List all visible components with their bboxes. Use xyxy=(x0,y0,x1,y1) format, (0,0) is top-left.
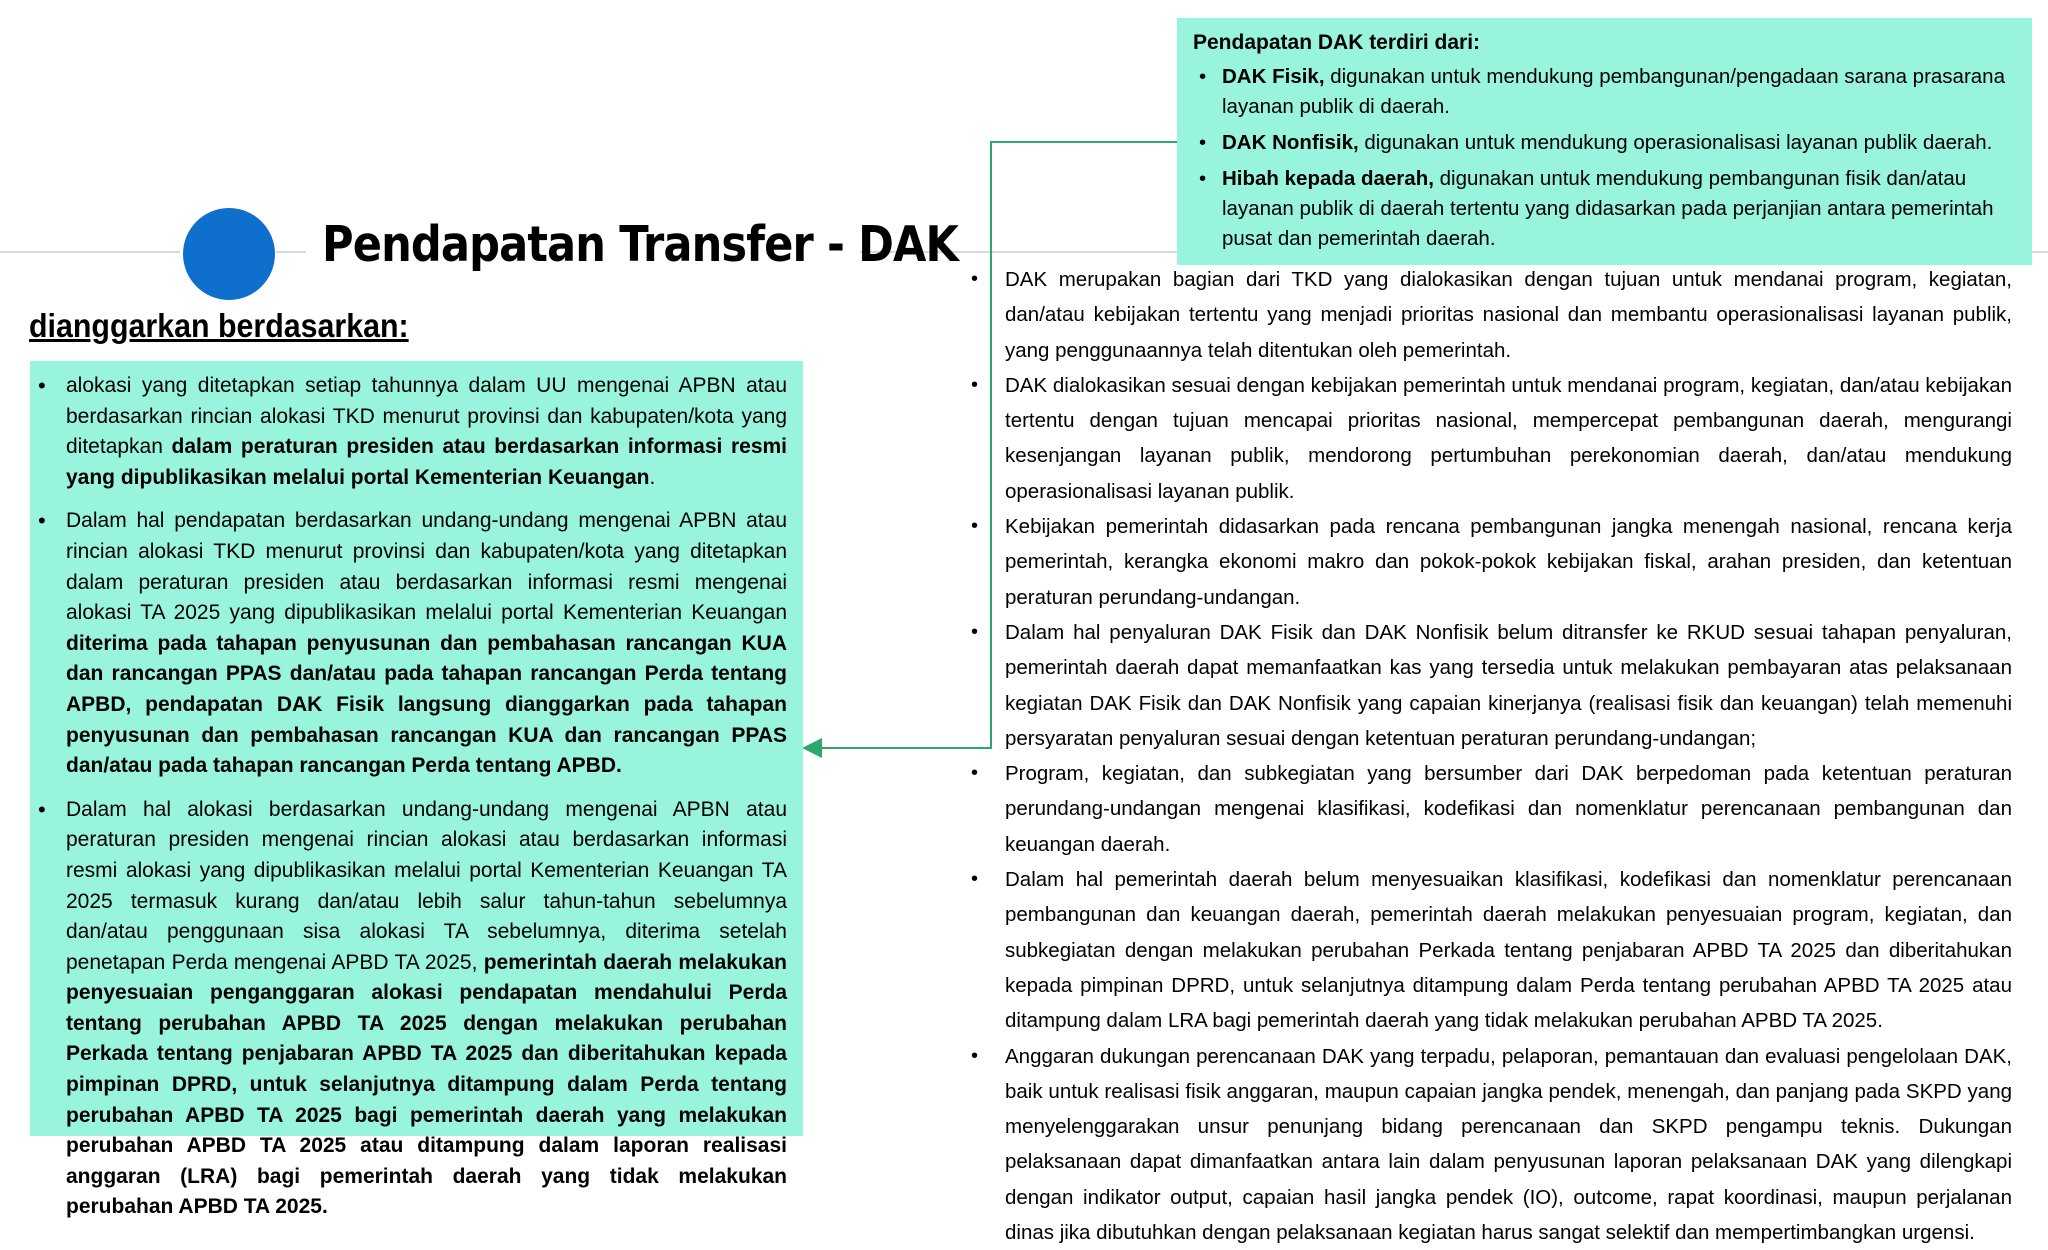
list-item: • alokasi yang ditetapkan setiap tahunnya dalam UU mengenai APBN atau berdasarkan rincian alokasi TKD menurut provinsi dan kabupaten/kota yang ditetapkan dalam peraturan presiden atau berdasarkan informasi resmi yang dipublikasikan melalui portal Kementerian Keuangan. xyxy=(38,371,787,493)
list-item: • Dalam hal pemerintah daerah belum menyesuaikan klasifikasi, kodefikasi dan nomenklatur perencanaan pembangunan dan keuangan daerah, pemerintah daerah melakukan penyesuaian program, kegiatan, dan subkegiatan dengan melakukan perubahan Perkada tentang penjabaran APBD TA 2025 dan diberitahukan kepada pimpinan DPRD, untuk selanjutnya ditampung dalam Perda tentang perubahan APBD TA 2025 atau ditampung dalam LRA bagi pemerintah daerah yang tidak melakukan perubahan APBD TA 2025. xyxy=(965,862,2012,1038)
page-title: Pendapatan Transfer - DAK xyxy=(322,216,959,273)
list-item: • Dalam hal alokasi berdasarkan undang-undang mengenai APBN atau peraturan presiden mengenai rincian alokasi atau berdasarkan informasi resmi alokasi yang dipublikasikan melalui portal Kementerian Keuangan TA 2025 termasuk kurang dan/atau lebih salur tahun-tahun sebelumnya dan/atau penggunaan sisa alokasi TA sebelumnya, diterima setelah penetapan Perda mengenai APBD TA 2025, pemerintah daerah melakukan penyesuaian penganggaran alokasi pendapatan mendahului Perda tentang perubahan APBD TA 2025 dengan melakukan perubahan Perkada tentang penjabaran APBD TA 2025 dan diberitahukan kepada pimpinan DPRD, untuk selanjutnya ditampung dalam Perda tentang perubahan APBD TA 2025 bagi pemerintah daerah yang melakukan perubahan APBD TA 2025 atau ditampung dalam laporan realisasi anggaran (LRA) bagi pemerintah daerah yang tidak melakukan perubahan APBD TA 2025. xyxy=(38,795,787,1223)
dak-types-panel xyxy=(1177,18,2032,265)
list-item: • DAK dialokasikan sesuai dengan kebijakan pemerintah untuk mendanai program, kegiatan, dan/atau kebijakan tertentu dengan tujuan mencapai prioritas nasional, mempercepat pembangunan daerah, mengurangi kesenjangan layanan publik, mendorong pertumbuhan perekonomian daerah, dan/atau mendukung operasionalisasi layanan publik. xyxy=(965,368,2012,509)
budget-basis-list xyxy=(38,371,787,1223)
list-item: • Dalam hal pendapatan berdasarkan undang-undang mengenai APBN atau rincian alokasi TKD menurut provinsi dan kabupaten/kota yang ditetapkan dalam peraturan presiden atau berdasarkan informasi resmi mengenai alokasi TA 2025 yang dipublikasikan melalui portal Kementerian Keuangan diterima pada tahapan penyusunan dan pembahasan rancangan KUA dan rancangan PPAS dan/atau pada tahapan rancangan Perda tentang APBD, pendapatan DAK Fisik langsung dianggarkan pada tahapan penyusunan dan pembahasan rancangan KUA dan rancangan PPAS dan/atau pada tahapan rancangan Perda tentang APBD. xyxy=(38,506,787,781)
list-item: • DAK Nonfisik, digunakan untuk mendukung operasionalisasi layanan publik daerah. xyxy=(1193,128,2018,158)
list-item: • Program, kegiatan, dan subkegiatan yang bersumber dari DAK berpedoman pada ketentuan peraturan perundang-undangan mengenai klasifikasi, kodefikasi dan nomenklatur perencanaan pembangunan dan keuangan daerah. xyxy=(965,756,2012,862)
budget-basis-panel xyxy=(30,361,803,1219)
dak-types-heading: Pendapatan DAK terdiri dari: xyxy=(1193,31,1481,54)
dak-types-list xyxy=(1193,62,2018,254)
list-item: • Kebijakan pemerintah didasarkan pada rencana pembangunan jangka menengah nasional, rencana kerja pemerintah, kerangka ekonomi makro dan pokok-pokok kebijakan fiskal, arahan presiden, dan ketentuan peraturan perundang-undangan. xyxy=(965,509,2012,615)
list-item: • Dalam hal penyaluran DAK Fisik dan DAK Nonfisik belum ditransfer ke RKUD sesuai tahapan penyaluran, pemerintah daerah dapat memanfaatkan kas yang tersedia untuk melakukan pembayaran atas pelaksanaan kegiatan DAK Fisik dan DAK Nonfisik yang capaian kinerjanya (realisasi fisik dan keuangan) telah memenuhi persyaratan penyaluran sesuai dengan ketentuan peraturan perundang-undangan; xyxy=(965,615,2012,756)
list-item: • Anggaran dukungan perencanaan DAK yang terpadu, pelaporan, pemantauan dan evaluasi pengelolaan DAK, baik untuk realisasi fisik anggaran, maupun capaian jangka pendek, menengah, dan panjang pada SKPD yang menyelenggarakan unsur penunjang bidang perencanaan dan SKPD pengampu teknis. Dukungan pelaksanaan dapat dimanfaatkan antara lain dalam penyusunan laporan pelaksanaan DAK yang dilengkapi dengan indikator output, capaian hasil jangka pendek (IO), outcome, rapat koordinasi, maupun perjalanan dinas jika dibutuhkan dengan pelaksanaan kegiatan harus sangat selektif dan mempertimbangkan urgensi. xyxy=(965,1039,2012,1250)
list-item: • DAK merupakan bagian dari TKD yang dialokasikan dengan tujuan untuk mendanai program, kegiatan, dan/atau kebijakan tertentu yang menjadi prioritas nasional dan membantu operasionalisasi layanan publik, yang penggunaannya telah ditentukan oleh pemerintah. xyxy=(965,262,2012,368)
dak-provisions-list xyxy=(965,262,2012,1250)
list-item: • Hibah kepada daerah, digunakan untuk mendukung pembangunan fisik dan/atau layanan publik di daerah tertentu yang didasarkan pada perjanjian antara pemerintah pusat dan pemerintah daerah. xyxy=(1193,164,2018,254)
page-subtitle: dianggarkan berdasarkan: xyxy=(29,307,409,344)
list-item: • DAK Fisik, digunakan untuk mendukung pembangunan/pengadaan sarana prasarana layanan publik di daerah. xyxy=(1193,62,2018,122)
